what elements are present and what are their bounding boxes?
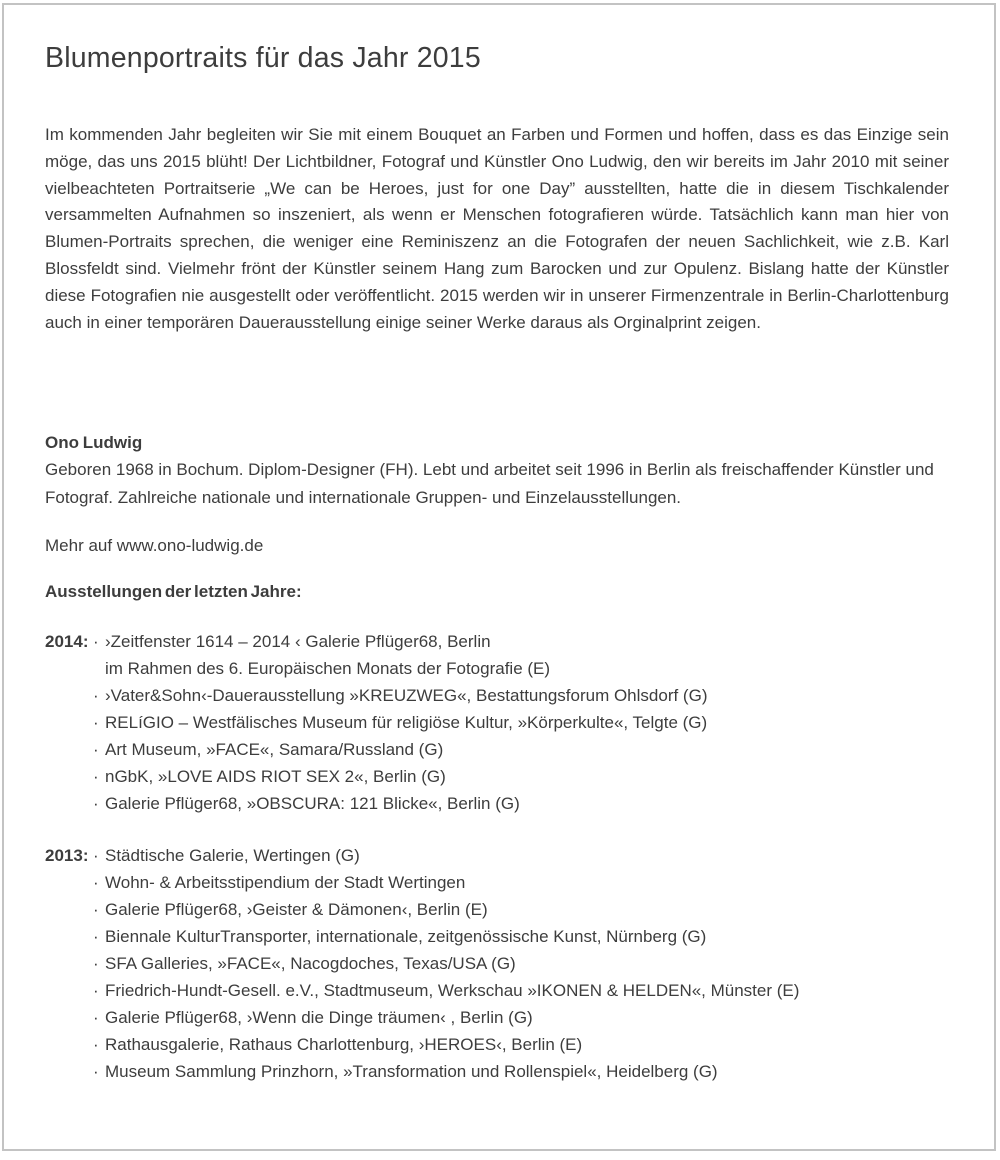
- bullet-glyph: ·: [93, 927, 99, 946]
- exhibition-item-text: Rathausgalerie, Rathaus Charlottenburg, ›HEROES‹, Berlin (E): [105, 1035, 583, 1054]
- page-title: Blumenportraits für das Jahr 2015: [45, 42, 481, 74]
- intro-paragraph: Im kommenden Jahr begleiten wir Sie mit einem Bouquet an Farben und Formen und hoffen, dass es das Einzige sein möge, das uns 2015 blüht! Der Lichtbildner, Fotograf und Künstler Ono Ludwig, den wir bereits im Jahr 2010 mit seiner vielbeachteten Portraitserie „We can be Heroes, just for one Day” ausstellten, hatte die in diesem Tischkalender versammelten Aufnahmen so inszeniert, als wenn er Menschen fotografieren würde. Tatsächlich kann man hier von Blumen-Portraits sprechen, die weniger eine Reminiszenz an die Fotografen der neuen Sachlichkeit, wie z.B. Karl Blossfeldt sind. Vielmehr frönt der Künstler seinem Hang zum Barocken und zur Opulenz. Bislang hatte der Künstler diese Fotografien nie ausgestellt oder veröffentlicht. 2015 werden wir in unserer Firmenzentrale in Berlin-Charlottenburg auch in einer temporären Dauerausstellung einige seiner Werke daraus als Orginalprint zeigen.: [45, 125, 949, 332]
- exhibition-year-items: [93, 628, 949, 817]
- exhibition-item-text: nGbK, »LOVE AIDS RIOT SEX 2«, Berlin (G): [105, 767, 446, 786]
- exhibition-item-text: ›Vater&Sohn‹-Dauerausstellung »KREUZWEG«, Bestattungsforum Ohlsdorf (G): [105, 686, 708, 705]
- exhibition-item: [93, 1004, 949, 1031]
- exhibition-item: [93, 896, 949, 923]
- exhibition-item: [93, 682, 949, 709]
- more-info-line: Mehr auf www.ono-ludwig.de: [45, 536, 264, 555]
- exhibition-item: [93, 790, 949, 817]
- exhibitions-list: [45, 628, 949, 1085]
- exhibition-item: [93, 736, 949, 763]
- bullet-glyph: ·: [93, 632, 99, 651]
- exhibition-item: [93, 869, 949, 896]
- bullet-spacer: [93, 655, 105, 682]
- exhibition-item-text: Art Museum, »FACE«, Samara/Russland (G): [105, 740, 444, 759]
- bullet-glyph: ·: [93, 686, 99, 705]
- bullet-glyph: ·: [93, 1008, 99, 1027]
- bullet-glyph: ·: [93, 713, 99, 732]
- exhibition-item: [93, 1058, 949, 1085]
- exhibitions-heading: Ausstellungen der letzten Jahre:: [45, 582, 302, 601]
- bullet-glyph: ·: [93, 981, 99, 1000]
- bullet-glyph: ·: [93, 846, 99, 865]
- bullet-glyph: ·: [93, 767, 99, 786]
- exhibition-item-text: Galerie Pflüger68, »OBSCURA: 121 Blicke«, Berlin (G): [105, 794, 520, 813]
- exhibition-item-text: Museum Sammlung Prinzhorn, »Transformation und Rollenspiel«, Heidelberg (G): [105, 1062, 718, 1081]
- exhibition-item: [93, 628, 949, 655]
- exhibition-item-text: Städtische Galerie, Wertingen (G): [105, 846, 360, 865]
- exhibition-year-items: [93, 842, 949, 1085]
- exhibition-item-text: Galerie Pflüger68, ›Geister & Dämonen‹, Berlin (E): [105, 900, 488, 919]
- artist-name-heading: Ono Ludwig: [45, 433, 143, 452]
- exhibition-year-group: [45, 842, 949, 1085]
- exhibition-item: [93, 923, 949, 950]
- document-page: [2, 3, 996, 1151]
- exhibition-item-text: ›Zeitfenster 1614 – 2014 ‹ Galerie Pflüger68, Berlin: [105, 632, 491, 651]
- exhibition-year-group: [45, 628, 949, 817]
- exhibition-item: [93, 1031, 949, 1058]
- exhibition-item: [93, 709, 949, 736]
- bullet-glyph: ·: [93, 1062, 99, 1081]
- bullet-glyph: ·: [93, 900, 99, 919]
- exhibition-item: [93, 950, 949, 977]
- exhibition-item: [93, 842, 949, 869]
- exhibition-year-label: 2013:: [45, 846, 89, 865]
- bullet-glyph: ·: [93, 954, 99, 973]
- exhibition-item-text: RELíGIO – Westfälisches Museum für religiöse Kultur, »Körperkulte«, Telgte (G): [105, 713, 708, 732]
- exhibition-item-text: Friedrich-Hundt-Gesell. e.V., Stadtmuseum, Werkschau »IKONEN & HELDEN«, Münster (E): [105, 981, 800, 1000]
- bullet-glyph: ·: [93, 873, 99, 892]
- exhibition-item-text: Wohn- & Arbeitsstipendium der Stadt Wertingen: [105, 873, 466, 892]
- artist-bio-paragraph: Geboren 1968 in Bochum. Diplom-Designer (FH). Lebt und arbeitet seit 1996 in Berlin als freischaffender Künstler und Fotograf. Zahlreiche nationale und internationale Gruppen- und Einzelausstellungen.: [45, 460, 934, 507]
- exhibition-item: [93, 977, 949, 1004]
- exhibition-item-text: Galerie Pflüger68, ›Wenn die Dinge träumen‹ , Berlin (G): [105, 1008, 533, 1027]
- exhibition-item-text: im Rahmen des 6. Europäischen Monats der Fotografie (E): [105, 659, 551, 678]
- bullet-glyph: ·: [93, 1035, 99, 1054]
- bullet-glyph: ·: [93, 794, 99, 813]
- bullet-glyph: ·: [93, 740, 99, 759]
- exhibition-item: [93, 763, 949, 790]
- exhibition-item: [93, 655, 949, 682]
- exhibition-item-text: SFA Galleries, »FACE«, Nacogdoches, Texas/USA (G): [105, 954, 516, 973]
- exhibition-year-label: 2014:: [45, 632, 89, 651]
- document-content: [4, 42, 994, 1085]
- exhibition-item-text: Biennale KulturTransporter, internationale, zeitgenössische Kunst, Nürnberg (G): [105, 927, 707, 946]
